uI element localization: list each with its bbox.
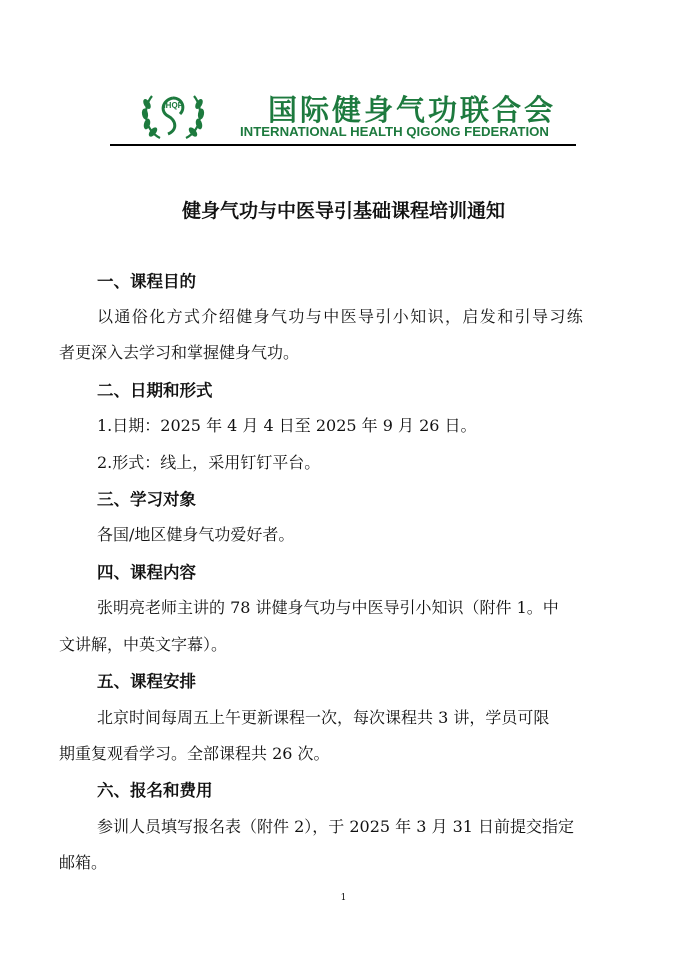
body-line: 张明亮老师主讲的 78 讲健身气功与中医导引小知识（附件 1。中 <box>97 598 559 617</box>
body-line: 文讲解，中英文字幕）。 <box>59 635 228 654</box>
body-line: 期重复观看学习。全部课程共 26 次。 <box>59 744 330 763</box>
body-line: 北京时间每周五上午更新课程一次，每次课程共 3 讲，学员可限 <box>97 708 550 727</box>
org-name-en: INTERNATIONAL HEALTH QIGONG FEDERATION <box>240 124 549 139</box>
section-heading: 五、课程安排 <box>97 672 196 691</box>
body-line: 1.日期：2025 年 4 月 4 日至 2025 年 9 月 26 日。 <box>97 416 477 435</box>
ihqf-logo-icon <box>138 86 208 144</box>
body-line: 各国/地区健身气功爱好者。 <box>97 525 295 544</box>
body-line: 参训人员填写报名表（附件 2），于 2025 年 3 月 31 日前提交指定 <box>97 817 575 836</box>
section-heading: 三、学习对象 <box>97 490 196 509</box>
header-divider <box>110 144 576 146</box>
body-line: 者更深入去学习和掌握健身气功。 <box>59 343 300 362</box>
section-heading: 六、报名和费用 <box>97 781 213 800</box>
logo-text: IHQF <box>163 101 183 110</box>
section-heading: 二、日期和形式 <box>97 381 213 400</box>
body-line: 邮箱。 <box>59 853 108 872</box>
body-line: 以通俗化方式介绍健身气功与中医导引小知识，启发和引导习练 <box>97 307 585 326</box>
document-title: 健身气功与中医导引基础课程培训通知 <box>181 200 505 222</box>
org-name-cn: 国际健身气功联合会 <box>268 93 557 127</box>
section-heading: 四、课程内容 <box>97 563 196 582</box>
body-line: 2.形式：线上，采用钉钉平台。 <box>97 453 321 472</box>
section-heading: 一、课程目的 <box>97 272 196 291</box>
page-number: 1 <box>340 893 347 903</box>
